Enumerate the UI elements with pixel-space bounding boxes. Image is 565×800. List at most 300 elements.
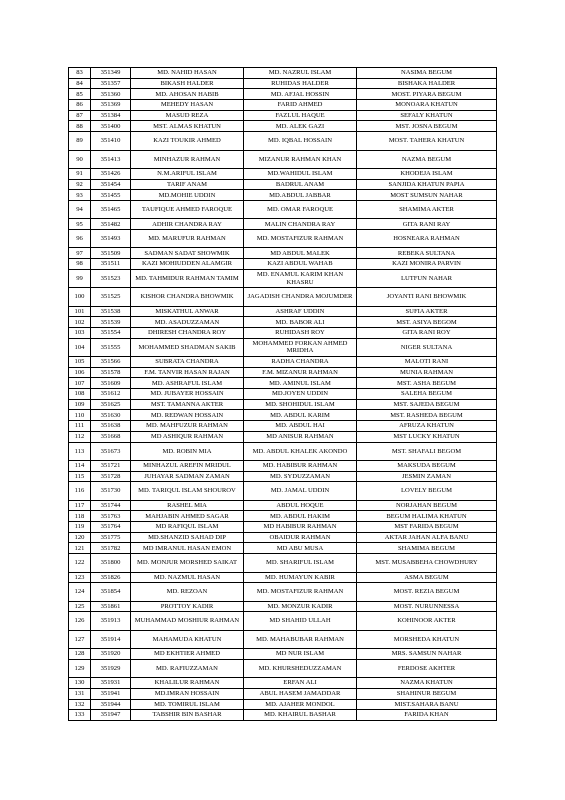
serial-cell: 124 xyxy=(69,583,91,601)
serial-cell: 123 xyxy=(69,572,91,583)
serial-cell: 92 xyxy=(69,179,91,190)
mother-name-cell: MST FARIDA BEGUM xyxy=(357,522,497,533)
father-name-cell: MD. BABOR ALI xyxy=(244,317,357,328)
father-name-cell: MD. NAZRUL ISLAM xyxy=(244,68,357,79)
serial-cell: 101 xyxy=(69,306,91,317)
roll-cell: 351482 xyxy=(91,219,131,230)
mother-name-cell: MOST. PIYARA BEGUM xyxy=(357,89,497,100)
father-name-cell: MD SHAHID ULLAH xyxy=(244,612,357,630)
serial-cell: 87 xyxy=(69,110,91,121)
serial-cell: 116 xyxy=(69,482,91,500)
serial-cell: 90 xyxy=(69,150,91,168)
roll-cell: 351566 xyxy=(91,357,131,368)
serial-cell: 98 xyxy=(69,259,91,270)
mother-name-cell: KOHINOOR AKTER xyxy=(357,612,497,630)
mother-name-cell: MST. SAJEDA BEGUM xyxy=(357,399,497,410)
father-name-cell: MD ANISUR RAHMAN xyxy=(244,431,357,442)
table-row xyxy=(69,327,497,338)
candidate-name-cell: N.M.ARIFUL ISLAM xyxy=(131,168,244,179)
serial-cell: 100 xyxy=(69,288,91,306)
roll-cell: 351800 xyxy=(91,554,131,572)
serial-cell: 113 xyxy=(69,442,91,460)
serial-cell: 108 xyxy=(69,389,91,400)
father-name-cell: ABUL HASEM JAMADDAR xyxy=(244,688,357,699)
candidate-name-cell: ADHIR CHANDRA RAY xyxy=(131,219,244,230)
mother-name-cell: MST LUCKY KHATUN xyxy=(357,431,497,442)
father-name-cell: MD. AFJAL HOSSIN xyxy=(244,89,357,100)
table-row xyxy=(69,583,497,601)
roll-cell: 351861 xyxy=(91,601,131,612)
table-row xyxy=(69,678,497,689)
roll-cell: 351744 xyxy=(91,500,131,511)
roll-cell: 351384 xyxy=(91,110,131,121)
table-row xyxy=(69,110,497,121)
candidate-name-cell: DHIRESH CHANDRA ROY xyxy=(131,327,244,338)
candidate-name-cell: MAHAMUDA KHATUN xyxy=(131,630,244,648)
candidate-name-cell: MEHEDY HASAN xyxy=(131,100,244,111)
father-name-cell: MD. KHAIRUL BASHAR xyxy=(244,710,357,721)
table-row xyxy=(69,378,497,389)
candidate-name-cell: SUBRATA CHANDRA xyxy=(131,357,244,368)
serial-cell: 125 xyxy=(69,601,91,612)
father-name-cell: ERFAN ALI xyxy=(244,678,357,689)
candidate-name-cell: MD. TOMIRUL ISLAM xyxy=(131,699,244,710)
serial-cell: 118 xyxy=(69,511,91,522)
father-name-cell: MD. KHURSHEDUZZAMAN xyxy=(244,659,357,677)
father-name-cell: MD. MOSTAFIZUR RAHMAN xyxy=(244,230,357,248)
candidate-name-cell: MD. TAHMIDUR RAHMAN TAMIM xyxy=(131,269,244,287)
mother-name-cell: NAZMA BEGUM xyxy=(357,150,497,168)
mother-name-cell: KHODEJA ISLAM xyxy=(357,168,497,179)
candidate-name-cell: MD. MONJUR MORSHED SAIKAT xyxy=(131,554,244,572)
table-row xyxy=(69,399,497,410)
father-name-cell: MD. MOSTAFIZUR RAHMAN xyxy=(244,583,357,601)
father-name-cell: MD. SHARIFUL ISLAM xyxy=(244,554,357,572)
table-row xyxy=(69,200,497,218)
serial-cell: 126 xyxy=(69,612,91,630)
mother-name-cell: NASIMA BEGUM xyxy=(357,68,497,79)
candidate-name-cell: TAUFIQUE AHMED FAROQUE xyxy=(131,200,244,218)
candidate-name-cell: MD EKHTIER AHMED xyxy=(131,649,244,660)
table-row xyxy=(69,78,497,89)
table-row xyxy=(69,500,497,511)
mother-name-cell: MOST. REZIA BEGUM xyxy=(357,583,497,601)
father-name-cell: MD. AMINUL ISLAM xyxy=(244,378,357,389)
table-row xyxy=(69,248,497,259)
roll-cell: 351525 xyxy=(91,288,131,306)
father-name-cell: MD. ENAMUL KARIM KHAN KHASRU xyxy=(244,269,357,287)
candidate-name-cell: TARIF ANAM xyxy=(131,179,244,190)
serial-cell: 96 xyxy=(69,230,91,248)
candidate-name-cell: MD. NAZMUL HASAN xyxy=(131,572,244,583)
table-row xyxy=(69,230,497,248)
serial-cell: 103 xyxy=(69,327,91,338)
candidate-name-cell: MD ASHIQUR RAHMAN xyxy=(131,431,244,442)
candidate-name-cell: MD. AHOSAN HABIB xyxy=(131,89,244,100)
roll-cell: 351555 xyxy=(91,338,131,356)
table-row xyxy=(69,442,497,460)
candidate-name-cell: MD RAFIQUL ISLAM xyxy=(131,522,244,533)
candidate-name-cell: MOHAMMED SHADMAN SAKIB xyxy=(131,338,244,356)
table-row xyxy=(69,471,497,482)
father-name-cell: MD. MAHABUBAR RAHMAN xyxy=(244,630,357,648)
serial-cell: 91 xyxy=(69,168,91,179)
serial-cell: 97 xyxy=(69,248,91,259)
candidate-name-cell: MD. NAHID HASAN xyxy=(131,68,244,79)
mother-name-cell: MOST. NURUNNESSA xyxy=(357,601,497,612)
roll-cell: 351673 xyxy=(91,442,131,460)
candidate-name-cell: MISKATHUL ANWAR xyxy=(131,306,244,317)
father-name-cell: MIZANUR RAHMAN KHAN xyxy=(244,150,357,168)
mother-name-cell: MOST SUMSUN NAHAR xyxy=(357,190,497,201)
roll-cell: 351728 xyxy=(91,471,131,482)
candidate-name-cell: MINHAZUL AREFIN MRIDUL xyxy=(131,460,244,471)
roll-cell: 351941 xyxy=(91,688,131,699)
candidate-name-cell: MD. TARIQUL ISLAM SHOUROV xyxy=(131,482,244,500)
candidate-name-cell: MD. RAFIUZZAMAN xyxy=(131,659,244,677)
mother-name-cell: AFRUZA KHATUN xyxy=(357,421,497,432)
roll-cell: 351920 xyxy=(91,649,131,660)
serial-cell: 111 xyxy=(69,421,91,432)
serial-cell: 120 xyxy=(69,532,91,543)
serial-cell: 127 xyxy=(69,630,91,648)
roll-cell: 351782 xyxy=(91,543,131,554)
father-name-cell: MD. AJAHER MONDOL xyxy=(244,699,357,710)
table-row xyxy=(69,554,497,572)
mother-name-cell: SALEHA BEGUM xyxy=(357,389,497,400)
roll-cell: 351509 xyxy=(91,248,131,259)
candidate-name-cell: F.M. TANVIR HASAN RAJAN xyxy=(131,367,244,378)
serial-cell: 84 xyxy=(69,78,91,89)
roster-body xyxy=(69,68,497,721)
father-name-cell: MD.WAHIDUL ISLAM xyxy=(244,168,357,179)
roll-cell: 351764 xyxy=(91,522,131,533)
father-name-cell: MD. ABDUL KARIM xyxy=(244,410,357,421)
table-row xyxy=(69,100,497,111)
roll-cell: 351357 xyxy=(91,78,131,89)
table-row xyxy=(69,612,497,630)
table-row xyxy=(69,190,497,201)
candidate-name-cell: KAZI MOHIUDDEN ALAMGIR xyxy=(131,259,244,270)
roll-cell: 351426 xyxy=(91,168,131,179)
roll-cell: 351763 xyxy=(91,511,131,522)
table-row xyxy=(69,306,497,317)
roll-cell: 351523 xyxy=(91,269,131,287)
serial-cell: 86 xyxy=(69,100,91,111)
table-row xyxy=(69,688,497,699)
table-row xyxy=(69,357,497,368)
candidate-name-cell: MD.MOHIE UDDIN xyxy=(131,190,244,201)
father-name-cell: MD. ALEK GAZI xyxy=(244,121,357,132)
father-name-cell: RADHA CHANDRA xyxy=(244,357,357,368)
roll-cell: 351612 xyxy=(91,389,131,400)
serial-cell: 114 xyxy=(69,460,91,471)
serial-cell: 122 xyxy=(69,554,91,572)
father-name-cell: MD HABIBUR RAHMAN xyxy=(244,522,357,533)
mother-name-cell: MST. RASHEDA BEGUM xyxy=(357,410,497,421)
serial-cell: 104 xyxy=(69,338,91,356)
father-name-cell: MD. ABDUL HAI xyxy=(244,421,357,432)
table-row xyxy=(69,150,497,168)
serial-cell: 93 xyxy=(69,190,91,201)
table-row xyxy=(69,410,497,421)
father-name-cell: MD. SYDUZZAMAN xyxy=(244,471,357,482)
roster-sheet xyxy=(68,67,496,721)
mother-name-cell: FARIDA KHAN xyxy=(357,710,497,721)
serial-cell: 117 xyxy=(69,500,91,511)
mother-name-cell: MALOTI RANI xyxy=(357,357,497,368)
father-name-cell: MOHAMMED FORKAN AHMED MRIDHA xyxy=(244,338,357,356)
roll-cell: 351360 xyxy=(91,89,131,100)
father-name-cell: MD.ABDUL JABBAR xyxy=(244,190,357,201)
table-row xyxy=(69,68,497,79)
serial-cell: 112 xyxy=(69,431,91,442)
candidate-name-cell: MD. ASHRAFUL ISLAM xyxy=(131,378,244,389)
roll-cell: 351944 xyxy=(91,699,131,710)
roll-cell: 351625 xyxy=(91,399,131,410)
table-row xyxy=(69,460,497,471)
mother-name-cell: GITA RANI RAY xyxy=(357,219,497,230)
father-name-cell: MD. OMAR FAROQUE xyxy=(244,200,357,218)
roll-cell: 351826 xyxy=(91,572,131,583)
candidate-name-cell: MUHAMMAD MOSHIUR RAHMAN xyxy=(131,612,244,630)
table-row xyxy=(69,699,497,710)
mother-name-cell: MONOARA KHATUN xyxy=(357,100,497,111)
mother-name-cell: HOSNEARA RAHMAN xyxy=(357,230,497,248)
candidate-name-cell: MD. ROBIN MIA xyxy=(131,442,244,460)
table-row xyxy=(69,367,497,378)
roll-cell: 351454 xyxy=(91,179,131,190)
serial-cell: 130 xyxy=(69,678,91,689)
serial-cell: 128 xyxy=(69,649,91,660)
serial-cell: 107 xyxy=(69,378,91,389)
mother-name-cell: FERDOSE AKHTER xyxy=(357,659,497,677)
father-name-cell: KAZI ABDUL WAHAB xyxy=(244,259,357,270)
mother-name-cell: KAZI MONIRA PARVIN xyxy=(357,259,497,270)
roll-cell: 351730 xyxy=(91,482,131,500)
candidate-name-cell: RASHEL MIA xyxy=(131,500,244,511)
candidate-name-cell: MD. REDWAN HOSSAIN xyxy=(131,410,244,421)
serial-cell: 88 xyxy=(69,121,91,132)
mother-name-cell: SHAMIMA BEGUM xyxy=(357,543,497,554)
mother-name-cell: SANJIDA KHATUN PAPIA xyxy=(357,179,497,190)
mother-name-cell: SUFIA AKTER xyxy=(357,306,497,317)
roll-cell: 351538 xyxy=(91,306,131,317)
candidate-name-cell: MST. ALMAS KHATUN xyxy=(131,121,244,132)
roll-cell: 351455 xyxy=(91,190,131,201)
father-name-cell: RUHIDAS HALDER xyxy=(244,78,357,89)
roll-cell: 351493 xyxy=(91,230,131,248)
table-row xyxy=(69,659,497,677)
serial-cell: 94 xyxy=(69,200,91,218)
mother-name-cell: BISHAKA HALDER xyxy=(357,78,497,89)
roll-cell: 351511 xyxy=(91,259,131,270)
roll-cell: 351349 xyxy=(91,68,131,79)
table-row xyxy=(69,168,497,179)
father-name-cell: MD. IQBAL HOSSAIN xyxy=(244,132,357,150)
candidate-name-cell: MST. TAMANNA AKTER xyxy=(131,399,244,410)
father-name-cell: MALIN CHANDRA RAY xyxy=(244,219,357,230)
candidate-name-cell: MINHAZUR RAHMAN xyxy=(131,150,244,168)
table-row xyxy=(69,317,497,328)
mother-name-cell: MST. ASHA BEGUM xyxy=(357,378,497,389)
mother-name-cell: BEGUM HALIMA KHATUN xyxy=(357,511,497,522)
mother-name-cell: SHAHINUR BEGUM xyxy=(357,688,497,699)
candidate-name-cell: KAZI TOUKIR AHMED xyxy=(131,132,244,150)
father-name-cell: JAGADISH CHANDRA MOJUMDER xyxy=(244,288,357,306)
roll-cell: 351931 xyxy=(91,678,131,689)
serial-cell: 99 xyxy=(69,269,91,287)
serial-cell: 106 xyxy=(69,367,91,378)
serial-cell: 110 xyxy=(69,410,91,421)
serial-cell: 115 xyxy=(69,471,91,482)
roll-cell: 351539 xyxy=(91,317,131,328)
candidate-name-cell: MD. REZOAN xyxy=(131,583,244,601)
table-row xyxy=(69,511,497,522)
roll-cell: 351400 xyxy=(91,121,131,132)
roll-cell: 351721 xyxy=(91,460,131,471)
roll-cell: 351413 xyxy=(91,150,131,168)
table-row xyxy=(69,431,497,442)
roll-cell: 351913 xyxy=(91,612,131,630)
candidate-name-cell: MD IMRANUL HASAN EMON xyxy=(131,543,244,554)
candidate-name-cell: KISHOR CHANDRA BHOWMIK xyxy=(131,288,244,306)
candidate-name-cell: SADMAN SADAT SHOWMIK xyxy=(131,248,244,259)
serial-cell: 132 xyxy=(69,699,91,710)
mother-name-cell: GITA RANI ROY xyxy=(357,327,497,338)
mother-name-cell: NIGER SULTANA xyxy=(357,338,497,356)
mother-name-cell: NAZMA KHATUN xyxy=(357,678,497,689)
table-row xyxy=(69,179,497,190)
mother-name-cell: LUTFUN NAHAR xyxy=(357,269,497,287)
mother-name-cell: MST. ASIYA BEGOM xyxy=(357,317,497,328)
serial-cell: 119 xyxy=(69,522,91,533)
table-row xyxy=(69,259,497,270)
table-row xyxy=(69,338,497,356)
table-row xyxy=(69,269,497,287)
serial-cell: 95 xyxy=(69,219,91,230)
serial-cell: 131 xyxy=(69,688,91,699)
mother-name-cell: MUNIA RAHMAN xyxy=(357,367,497,378)
table-row xyxy=(69,649,497,660)
roster-table xyxy=(68,67,497,721)
father-name-cell: F.M. MIZANUR RAHMAN xyxy=(244,367,357,378)
roll-cell: 351914 xyxy=(91,630,131,648)
candidate-name-cell: JUHAYAR SADMAN ZAMAN xyxy=(131,471,244,482)
table-row xyxy=(69,89,497,100)
father-name-cell: MD.JOYEN UDDIN xyxy=(244,389,357,400)
serial-cell: 89 xyxy=(69,132,91,150)
table-row xyxy=(69,421,497,432)
candidate-name-cell: PROTTOY KADIR xyxy=(131,601,244,612)
mother-name-cell: MST. SHAFALI BEGOM xyxy=(357,442,497,460)
father-name-cell: OBAIDUR RAHMAN xyxy=(244,532,357,543)
father-name-cell: ABDUL HOQUE xyxy=(244,500,357,511)
roll-cell: 351578 xyxy=(91,367,131,378)
mother-name-cell: SEFALY KHATUN xyxy=(357,110,497,121)
candidate-name-cell: MD. MAHFUZUR RAHMAN xyxy=(131,421,244,432)
father-name-cell: BADRUL ANAM xyxy=(244,179,357,190)
table-row xyxy=(69,522,497,533)
candidate-name-cell: TABSHIR BIN BASHAR xyxy=(131,710,244,721)
table-row xyxy=(69,132,497,150)
roll-cell: 351609 xyxy=(91,378,131,389)
table-row xyxy=(69,601,497,612)
roll-cell: 351854 xyxy=(91,583,131,601)
mother-name-cell: MST. MUSABBEHA CHOWDHURY xyxy=(357,554,497,572)
father-name-cell: MD. HUMAYUN KABIR xyxy=(244,572,357,583)
roll-cell: 351947 xyxy=(91,710,131,721)
father-name-cell: MD ABDUL MALEK xyxy=(244,248,357,259)
serial-cell: 129 xyxy=(69,659,91,677)
serial-cell: 121 xyxy=(69,543,91,554)
mother-name-cell: NORJAHAN BEGUM xyxy=(357,500,497,511)
father-name-cell: MD NUR ISLAM xyxy=(244,649,357,660)
table-row xyxy=(69,121,497,132)
father-name-cell: MD. MONZUR KADIR xyxy=(244,601,357,612)
candidate-name-cell: MD.IMRAN HOSSAIN xyxy=(131,688,244,699)
table-row xyxy=(69,572,497,583)
mother-name-cell: MST. JOSNA BEGUM xyxy=(357,121,497,132)
roll-cell: 351775 xyxy=(91,532,131,543)
candidate-name-cell: KHALILUR RAHMAN xyxy=(131,678,244,689)
table-row xyxy=(69,710,497,721)
serial-cell: 83 xyxy=(69,68,91,79)
mother-name-cell: JOYANTI RANI BHOWMIK xyxy=(357,288,497,306)
father-name-cell: FARID AHMED xyxy=(244,100,357,111)
table-row xyxy=(69,630,497,648)
serial-cell: 109 xyxy=(69,399,91,410)
mother-name-cell: MAKSUDA BEGUM xyxy=(357,460,497,471)
father-name-cell: FAZLUL HAQUE xyxy=(244,110,357,121)
candidate-name-cell: MAHJABIN AHMED SAGAR xyxy=(131,511,244,522)
father-name-cell: MD. ABDUL KHALEK AKONDO xyxy=(244,442,357,460)
candidate-name-cell: MASUD REZA xyxy=(131,110,244,121)
table-row xyxy=(69,219,497,230)
mother-name-cell: MOST. TAHERA KHATUN xyxy=(357,132,497,150)
mother-name-cell: REBEKA SULTANA xyxy=(357,248,497,259)
serial-cell: 85 xyxy=(69,89,91,100)
mother-name-cell: ASMA BEGUM xyxy=(357,572,497,583)
mother-name-cell: MORSHEDA KHATUN xyxy=(357,630,497,648)
candidate-name-cell: BIKASH HALDER xyxy=(131,78,244,89)
father-name-cell: MD. JAMAL UDDIN xyxy=(244,482,357,500)
mother-name-cell: SHAMIMA AKTER xyxy=(357,200,497,218)
father-name-cell: RUHIDASH ROY xyxy=(244,327,357,338)
mother-name-cell: MRS. SAMSUN NAHAR xyxy=(357,649,497,660)
father-name-cell: MD. ABDUL HAKIM xyxy=(244,511,357,522)
father-name-cell: MD ABU MUSA xyxy=(244,543,357,554)
mother-name-cell: MIST.SAHARA BANU xyxy=(357,699,497,710)
candidate-name-cell: MD.SHANZID SAHAD DIP xyxy=(131,532,244,543)
mother-name-cell: LOVELY BEGUM xyxy=(357,482,497,500)
table-row xyxy=(69,482,497,500)
serial-cell: 102 xyxy=(69,317,91,328)
roll-cell: 351929 xyxy=(91,659,131,677)
roll-cell: 351668 xyxy=(91,431,131,442)
mother-name-cell: JESMIN ZAMAN xyxy=(357,471,497,482)
father-name-cell: MD. HABIBUR RAHMAN xyxy=(244,460,357,471)
roll-cell: 351410 xyxy=(91,132,131,150)
candidate-name-cell: MD. JUBAYER HOSSAIN xyxy=(131,389,244,400)
father-name-cell: MD. SHOHIDUL ISLAM xyxy=(244,399,357,410)
candidate-name-cell: MD. ASADUZZAMAN xyxy=(131,317,244,328)
table-row xyxy=(69,389,497,400)
roll-cell: 351638 xyxy=(91,421,131,432)
serial-cell: 133 xyxy=(69,710,91,721)
table-row xyxy=(69,288,497,306)
roll-cell: 351465 xyxy=(91,200,131,218)
